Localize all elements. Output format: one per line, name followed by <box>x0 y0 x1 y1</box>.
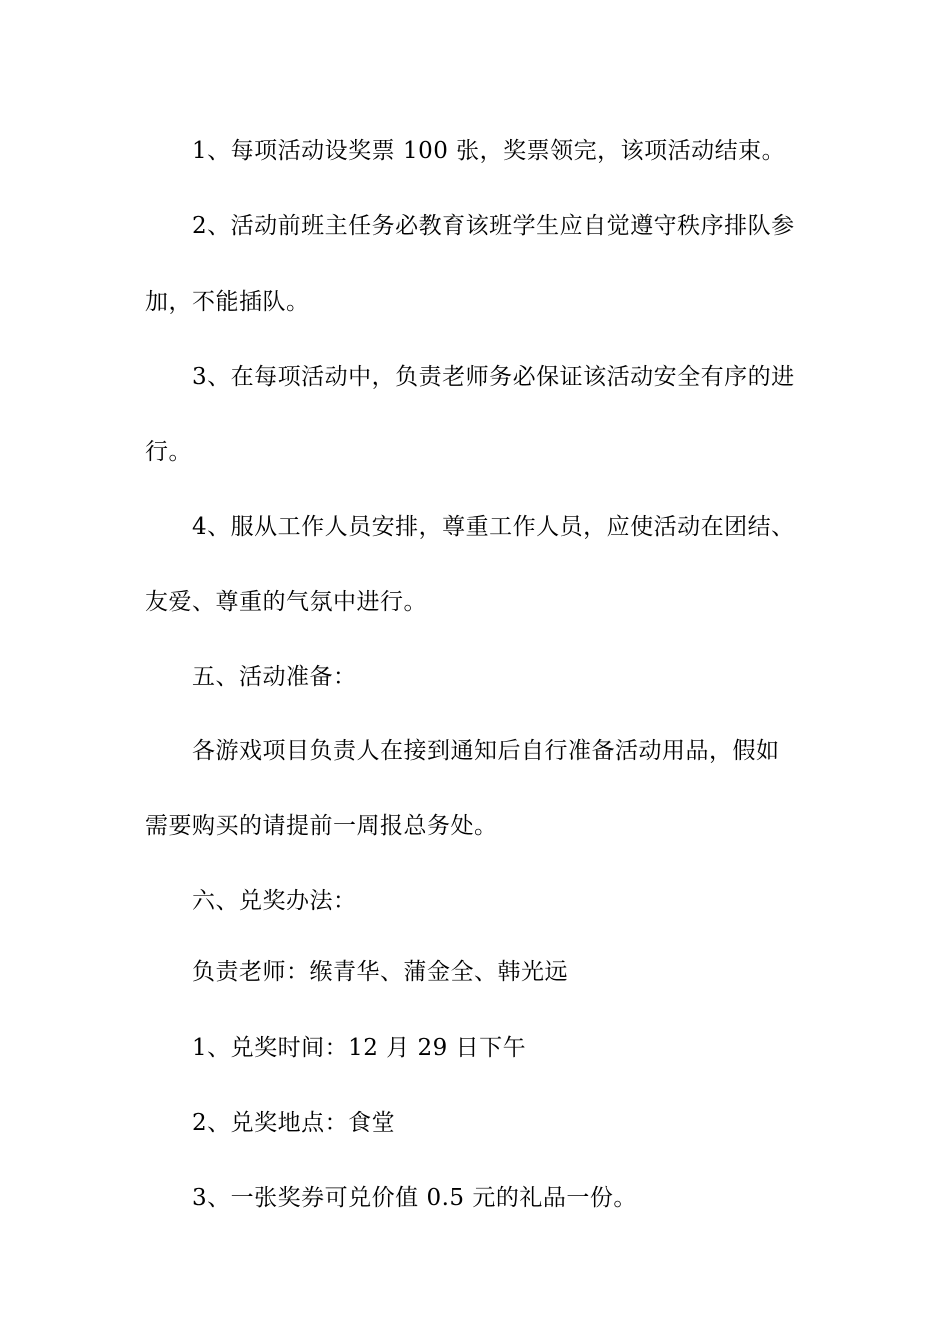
rule-2-line: 2、活动前班主任务必教育该班学生应自觉遵守秩序排队参 <box>192 213 795 239</box>
rule-2-continuation: 加，不能插队。 <box>145 289 310 315</box>
rule-3-continuation: 行。 <box>145 439 192 465</box>
redeem-value-line: 3、一张奖券可兑价值 0.5 元的礼品一份。 <box>192 1185 637 1211</box>
redeem-place-line: 2、兑奖地点：食堂 <box>192 1110 396 1136</box>
rule-4-continuation: 友爱、尊重的气氛中进行。 <box>145 589 427 615</box>
rule-4-line: 4、服从工作人员安排，尊重工作人员，应使活动在团结、 <box>192 514 795 540</box>
section-six-heading: 六、兑奖办法： <box>192 888 357 914</box>
rule-1-line: 1、每项活动设奖票 100 张，奖票领完，该项活动结束。 <box>192 138 786 164</box>
rule-3-line: 3、在每项活动中，负责老师务必保证该活动安全有序的进 <box>192 364 795 390</box>
section-five-heading: 五、活动准备： <box>192 664 357 690</box>
preparation-continuation: 需要购买的请提前一周报总务处。 <box>145 813 498 839</box>
preparation-paragraph: 各游戏项目负责人在接到通知后自行准备活动用品，假如 <box>192 738 780 764</box>
redeem-time-line: 1、兑奖时间：12 月 29 日下午 <box>192 1035 527 1061</box>
teachers-line: 负责老师：缑青华、蒲金全、韩光远 <box>192 959 568 985</box>
